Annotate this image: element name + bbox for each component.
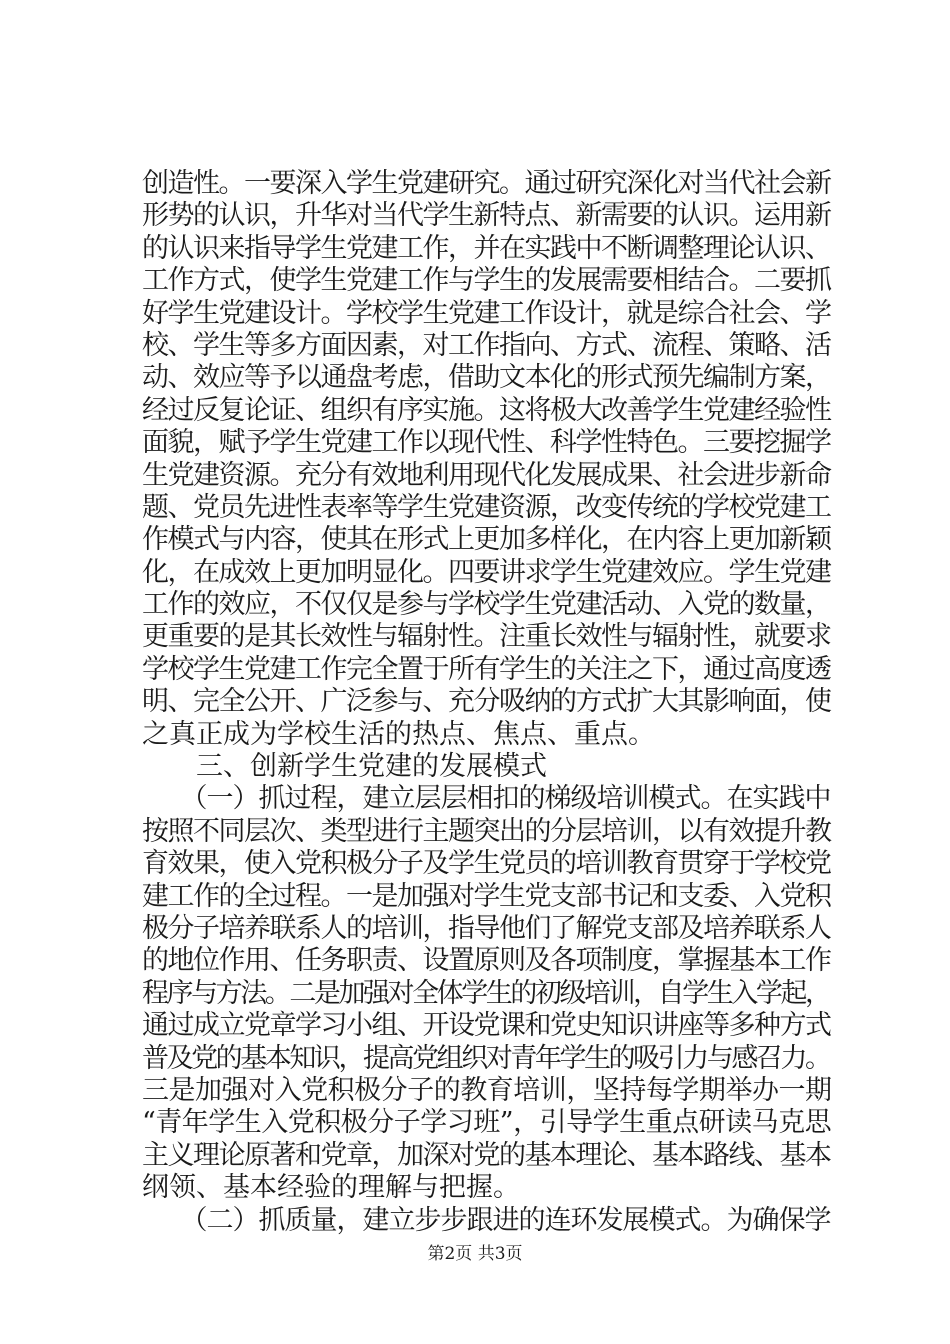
text-line: 按照不同层次、类型进行主题突出的分层培训，以有效提升教	[142, 815, 831, 847]
text-line: 之真正成为学校生活的热点、焦点、重点。	[142, 718, 655, 750]
text-line: 题、党员先进性表率等学生党建资源，改变传统的学校党建工	[142, 491, 831, 523]
text-line: 校、学生等多方面因素，对工作指向、方式、流程、策略、活	[142, 329, 831, 361]
text-line: 作模式与内容，使其在形式上更加多样化，在内容上更加新颖	[142, 524, 831, 556]
page-footer: 第2页 共3页	[427, 1244, 523, 1264]
text-line: 创造性。一要深入学生党建研究。通过研究深化对当代社会新	[142, 168, 831, 199]
text-line: 明、完全公开、广泛参与、充分吸纳的方式扩大其影响面，使	[142, 686, 831, 718]
text-line: 更重要的是其长效性与辐射性。注重长效性与辐射性，就要求	[142, 621, 831, 653]
text-line: 的地位作用、任务职责、设置原则及各项制度，掌握基本工作	[142, 945, 831, 977]
text-line: 建工作的全过程。一是加强对学生党支部书记和支委、入党积	[142, 880, 831, 912]
text-line: 程序与方法。二是加强对全体学生的初级培训，自学生入学起，	[142, 977, 830, 1009]
text-line: 通过成立党章学习小组、开设党课和党史知识讲座等多种方式	[142, 1010, 831, 1042]
text-line: 工作的效应，不仅仅是参与学校学生党建活动、入党的数量，	[142, 589, 831, 621]
text-line: 面貌，赋予学生党建工作以现代性、科学性特色。三要挖掘学	[142, 427, 831, 459]
text-line: 动、效应等予以通盘考虑，借助文本化的形式预先编制方案，	[142, 362, 831, 394]
text-line: 化，在成效上更加明显化。四要讲求学生党建效应。学生党建	[142, 556, 831, 588]
text-line: 好学生党建设计。学校学生党建工作设计，就是综合社会、学	[142, 297, 831, 329]
text-line: 生党建资源。充分有效地利用现代化发展成果、社会进步新命	[142, 459, 831, 491]
text-line: “青年学生入党积极分子学习班”，引导学生重点研读马克思	[142, 1107, 832, 1139]
text-line: 经过反复论证、组织有序实施。这将极大改善学生党建经验性	[142, 394, 831, 426]
text-line: （二）抓质量，建立步步跟进的连环发展模式。为确保学	[142, 1204, 831, 1236]
text-line: 普及党的基本知识，提高党组织对青年学生的吸引力与感召力。	[142, 1042, 830, 1074]
text-line: 三是加强对入党积极分子的教育培训，坚持每学期举办一期	[142, 1074, 832, 1106]
text-line: 工作方式，使学生党建工作与学生的发展需要相结合。二要抓	[142, 265, 831, 297]
text-line: 形势的认识，升华对当代学生新特点、新需要的认识。运用新	[142, 200, 831, 232]
body-text	[142, 168, 832, 1237]
text-line: 极分子培养联系人的培训，指导他们了解党支部及培养联系人	[142, 912, 831, 944]
text-line: 学校学生党建工作完全置于所有学生的关注之下，通过高度透	[142, 653, 831, 685]
text-line: 的认识来指导学生党建工作，并在实践中不断调整理论认识、	[142, 232, 831, 264]
text-line: （一）抓过程，建立层层相扣的梯级培训模式。在实践中	[142, 783, 831, 815]
text-line: 纲领、基本经验的理解与把握。	[142, 1172, 520, 1204]
text-line: 育效果，使入党积极分子及学生党员的培训教育贯穿于学校党	[142, 848, 831, 880]
text-line: 主义理论原著和党章，加深对党的基本理论、基本路线、基本	[142, 1139, 831, 1171]
text-line: 三、创新学生党建的发展模式	[142, 751, 547, 783]
